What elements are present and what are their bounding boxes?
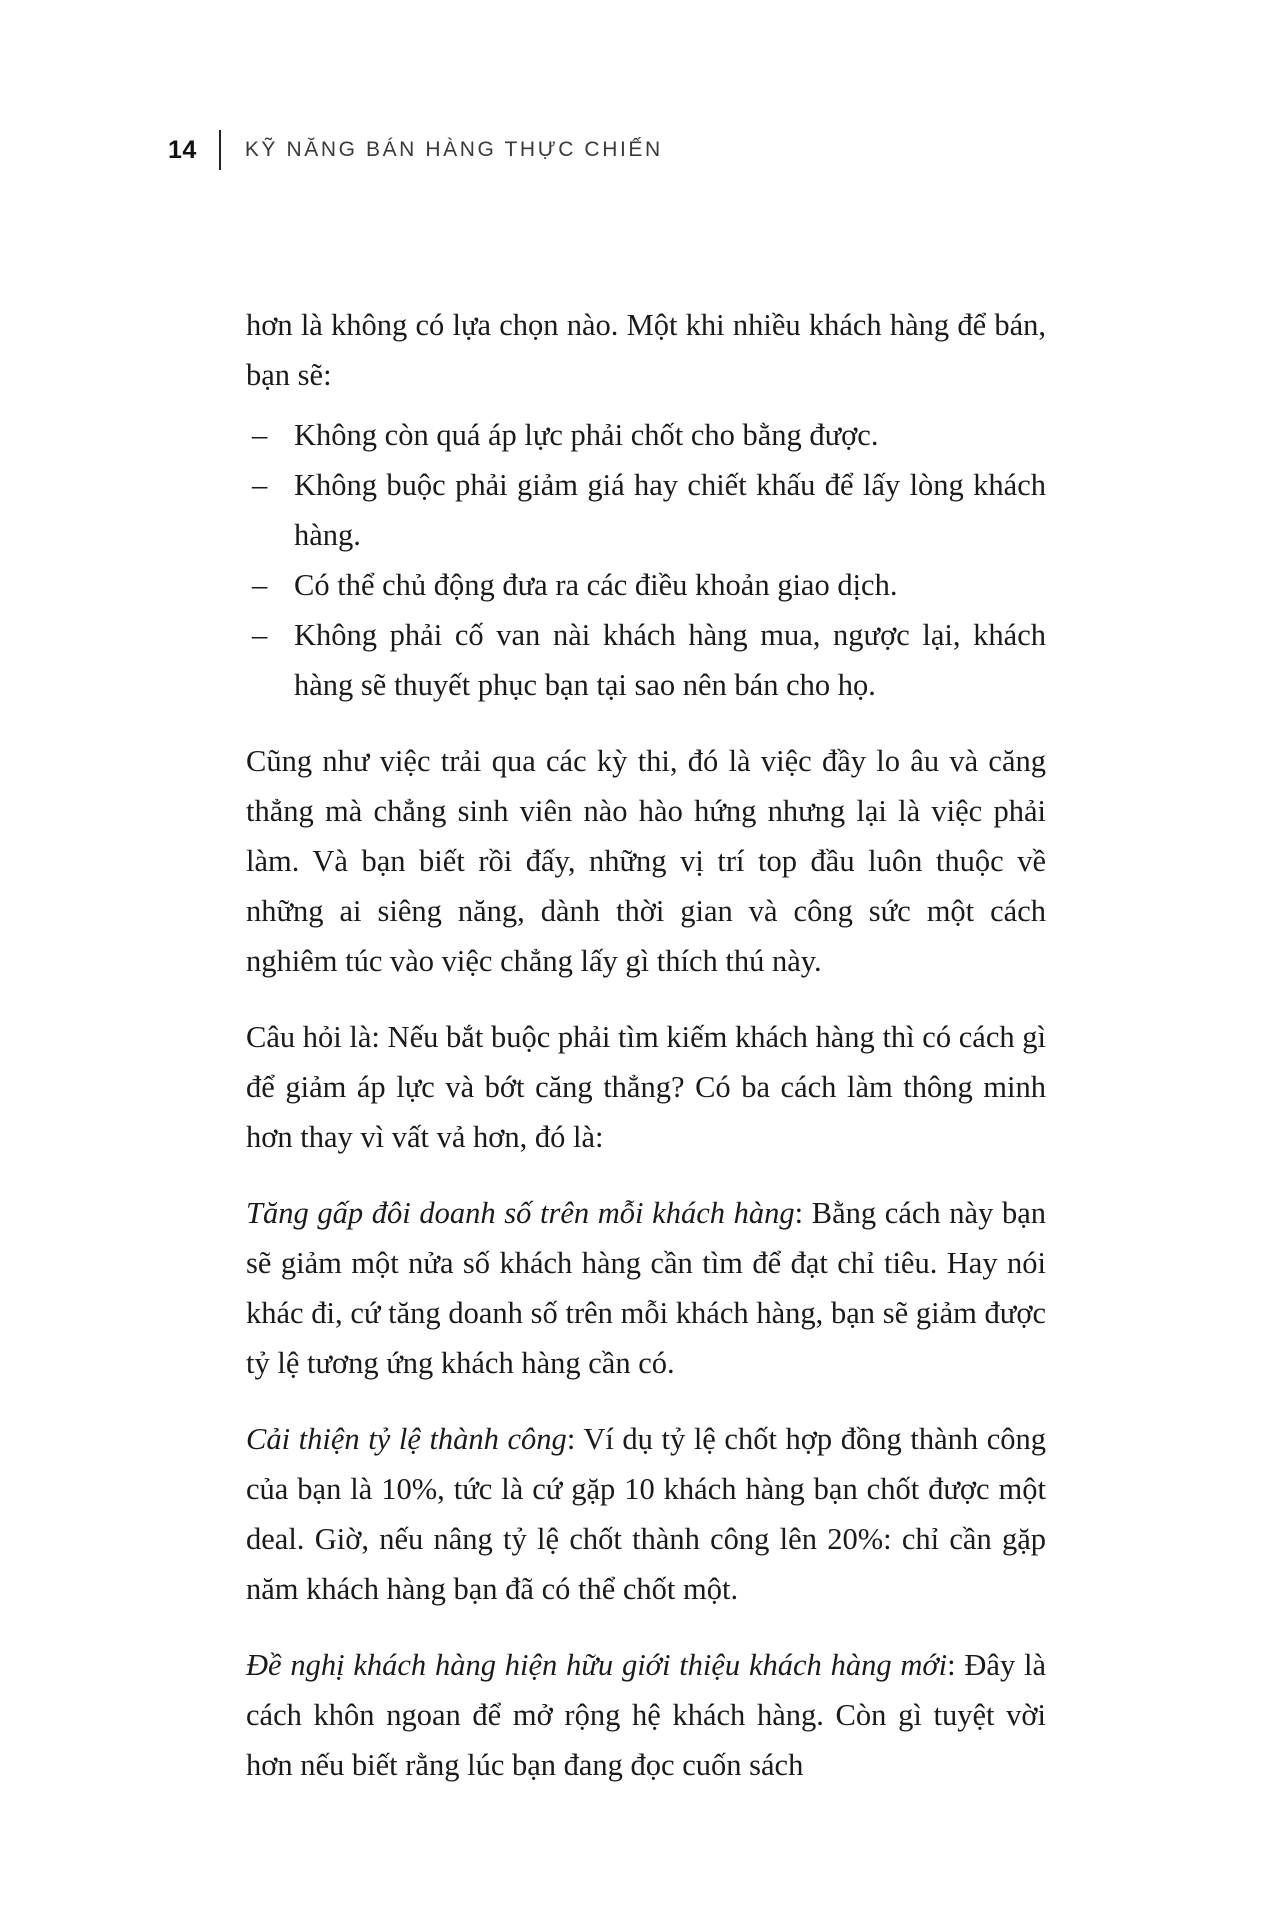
- method-lead-in: Cải thiện tỷ lệ thành công: [246, 1422, 567, 1456]
- paragraph-method: [246, 1414, 1046, 1614]
- book-title: KỸ NĂNG BÁN HÀNG THỰC CHIẾN: [244, 138, 663, 161]
- list-item: [246, 460, 1046, 560]
- list-item: [246, 410, 1046, 460]
- page-number: 14: [168, 135, 197, 164]
- list-item-text: Không phải cố van nài khách hàng mua, ngược lại, khách hàng sẽ thuyết phục bạn tại sao nên bán cho họ.: [294, 618, 1046, 702]
- text-column: [246, 300, 1046, 1816]
- bullet-dash-icon: –: [252, 618, 268, 652]
- list-item-text: Không buộc phải giảm giá hay chiết khấu để lấy lòng khách hàng.: [294, 468, 1046, 552]
- paragraph-body: Câu hỏi là: Nếu bắt buộc phải tìm kiếm khách hàng thì có cách gì để giảm áp lực và bớt căng thẳng? Có ba cách làm thông minh hơn thay vì vất vả hơn, đó là:: [246, 1020, 1046, 1154]
- list-item: [246, 560, 1046, 610]
- running-head: [168, 128, 663, 172]
- list-item-text: Không còn quá áp lực phải chốt cho bằng được.: [294, 418, 879, 452]
- bullet-dash-icon: –: [252, 418, 268, 452]
- paragraph-method: [246, 1188, 1046, 1388]
- method-text: : Đây là cách khôn ngoan để mở rộng hệ khách hàng. Còn gì tuyệt vời hơn nếu biết rằng lúc bạn đang đọc cuốn sách: [246, 1648, 1046, 1782]
- bullet-list: [246, 410, 1046, 710]
- list-item-text: Có thể chủ động đưa ra các điều khoản giao dịch.: [294, 568, 898, 602]
- paragraph-body: Cũng như việc trải qua các kỳ thi, đó là việc đầy lo âu và căng thẳng mà chẳng sinh viên nào hào hứng nhưng lại là việc phải làm. Và bạn biết rồi đấy, những vị trí top đầu luôn thuộc về những ai siêng năng, dành thời gian và công sức một cách nghiêm túc vào việc chẳng lấy gì thích thú này.: [246, 744, 1046, 978]
- bullet-dash-icon: –: [252, 568, 268, 602]
- method-lead-in: Tăng gấp đôi doanh số trên mỗi khách hàng: [246, 1196, 795, 1230]
- paragraph-intro: hơn là không có lựa chọn nào. Một khi nhiều khách hàng để bán, bạn sẽ:: [246, 308, 1046, 392]
- method-text: : Ví dụ tỷ lệ chốt hợp đồng thành công của bạn là 10%, tức là cứ gặp 10 khách hàng bạn chốt được một deal. Giờ, nếu nâng tỷ lệ chốt thành công lên 20%: chỉ cần gặp năm khách hàng bạn đã có thể chốt một.: [246, 1422, 1046, 1606]
- paragraph-method: [246, 1640, 1046, 1790]
- list-item: [246, 610, 1046, 710]
- method-lead-in: Đề nghị khách hàng hiện hữu giới thiệu khách hàng mới: [246, 1648, 948, 1682]
- bullet-dash-icon: –: [252, 468, 268, 502]
- method-text: : Bằng cách này bạn sẽ giảm một nửa số khách hàng cần tìm để đạt chỉ tiêu. Hay nói khác đi, cứ tăng doanh số trên mỗi khách hàng, bạn sẽ giảm được tỷ lệ tương ứng khách hàng cần có.: [246, 1196, 1046, 1380]
